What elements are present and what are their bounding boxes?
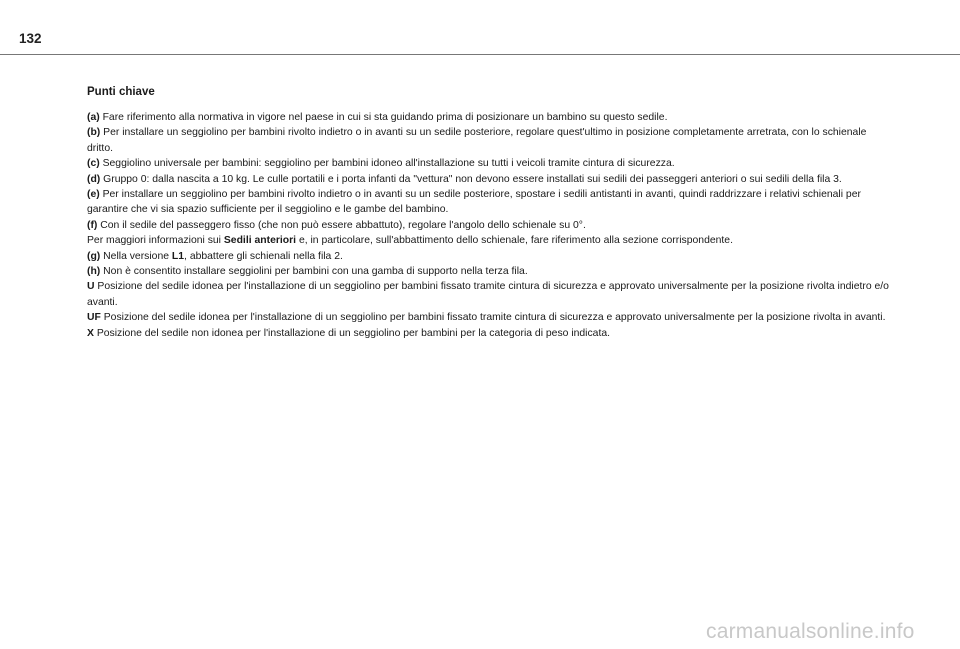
entry-key: (c) bbox=[87, 158, 100, 170]
page-number: 132 bbox=[19, 31, 42, 46]
entry-text: Posizione del sedile non idonea per l'installazione di un seggiolino per bambini per la categoria di peso indicata. bbox=[93, 327, 611, 339]
watermark: carmanualsonline.info bbox=[706, 620, 915, 643]
entry-text: Posizione del sedile idonea per l'installazione di un seggiolino per bambini fissato tramite cintura di sicurezza e approvato universalmente per la posizione rivolta in avanti. bbox=[100, 312, 886, 324]
entry-text: Fare riferimento alla normativa in vigore nel paese in cui si sta guidando prima di posizionare un bambino su questo sedile. bbox=[99, 112, 668, 123]
version-label: L1 bbox=[171, 250, 185, 262]
entry-text: e, in particolare, sull'abbattimento dello schienale, fare riferimento alla sezione corrispondente. bbox=[296, 235, 733, 247]
key-point-u bbox=[87, 279, 892, 310]
entry-text: Non è consentito installare seggiolini per bambini con una gamba di supporto nella terza fila. bbox=[100, 266, 528, 278]
key-point-a bbox=[87, 110, 892, 125]
key-point-b bbox=[87, 125, 892, 156]
entry-key: (f) bbox=[87, 219, 98, 231]
key-point-x bbox=[87, 326, 892, 341]
key-point-uf bbox=[87, 310, 892, 325]
entry-text: Seggiolino universale per bambini: seggiolino per bambini idoneo all'installazione su tutti i veicoli tramite cintura di sicurezza. bbox=[99, 158, 675, 170]
entry-text: Gruppo 0: dalla nascita a 10 kg. Le culle portatili e i porta infanti da "vettura" non devono essere installati sui sedili dei passeggeri anteriori o sui sedili della fila 3. bbox=[100, 173, 842, 185]
key-point-h bbox=[87, 264, 892, 279]
entry-text: Nella versione bbox=[100, 250, 172, 262]
key-point-e bbox=[87, 187, 892, 218]
entry-key: U bbox=[87, 281, 95, 293]
entry-key: (g) bbox=[87, 250, 101, 262]
entry-text: Per installare un seggiolino per bambini rivolto indietro o in avanti su un sedile posteriore, regolare quest'ultimo in posizione completamente arretrata, con lo schienale dritto. bbox=[87, 127, 867, 154]
entry-text: Per installare un seggiolino per bambini rivolto indietro o in avanti su un sedile posteriore, spostare i sedili antistanti in avanti, quindi raddrizzare i relativi schienali per garantire che vi sia spazio sufficiente per il seggiolino e le gambe del bambino. bbox=[87, 189, 861, 216]
key-point-g bbox=[87, 249, 892, 264]
front-seats-link-text: Sedili anteriori bbox=[223, 235, 297, 247]
entry-text: Per maggiori informazioni sui bbox=[87, 235, 224, 247]
entry-text: Posizione del sedile idonea per l'installazione di un seggiolino per bambini fissato tramite cintura di sicurezza e approvato universalmente per la posizione rivolta indietro e/o avanti. bbox=[87, 281, 889, 308]
key-points-section bbox=[87, 85, 892, 341]
entry-key: (e) bbox=[87, 189, 100, 201]
entry-text: , abbattere gli schienali nella fila 2. bbox=[184, 250, 343, 262]
entry-key: X bbox=[87, 327, 94, 339]
header-divider bbox=[0, 54, 960, 55]
entry-key: (d) bbox=[87, 173, 101, 185]
key-point-d bbox=[87, 172, 892, 187]
front-seats-reference bbox=[87, 233, 892, 248]
key-point-c bbox=[87, 156, 892, 171]
entry-key: (a) bbox=[87, 112, 100, 123]
section-title: Punti chiave bbox=[87, 86, 155, 98]
key-point-f bbox=[87, 218, 892, 233]
entry-key: (b) bbox=[87, 127, 101, 139]
key-points-list bbox=[87, 110, 892, 341]
entry-text: Con il sedile del passeggero fisso (che non può essere abbattuto), regolare l'angolo dello schienale su 0°. bbox=[97, 219, 586, 231]
entry-key: UF bbox=[87, 312, 101, 324]
entry-key: (h) bbox=[87, 266, 101, 278]
